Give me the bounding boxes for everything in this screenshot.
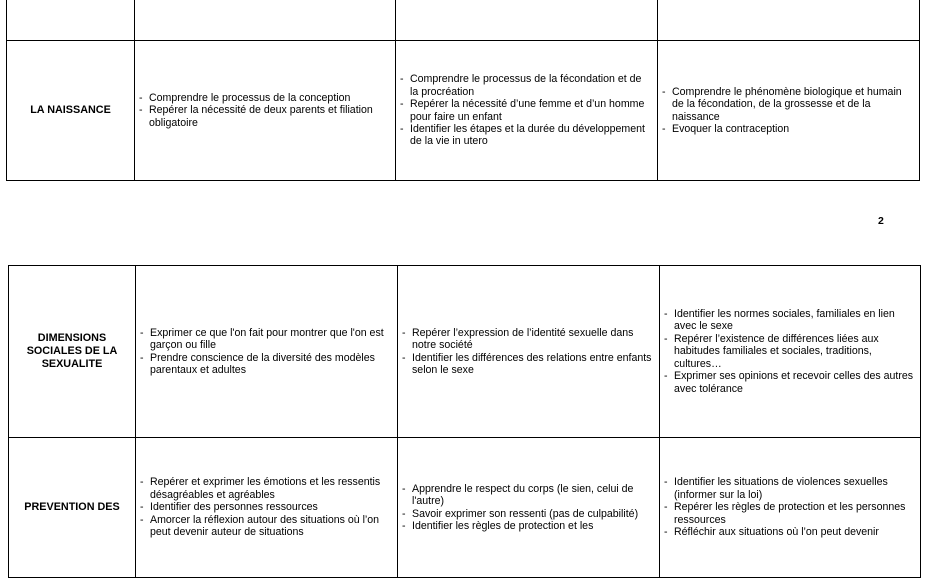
objective-item: - Réfléchir aux situations où l’on peut devenir (664, 526, 914, 538)
objective-list (402, 483, 653, 533)
objective-list (664, 308, 914, 395)
objective-list (664, 476, 914, 538)
objective-item: - Identifier des personnes ressources (140, 501, 391, 513)
cell-cycle-3 (660, 438, 921, 578)
cell-cycle-1 (135, 41, 396, 181)
objective-list (140, 327, 391, 377)
objective-item: - Comprendre le phénomène biologique et humain de la fécondation, de la grossesse et de la naissance (662, 86, 913, 123)
cell-cycle-3 (658, 41, 920, 181)
objective-item: - Exprimer ce que l'on fait pour montrer que l'on est garçon ou fille (140, 327, 391, 352)
objective-item: - Identifier les situations de violences sexuelles (informer sur la loi) (664, 476, 914, 501)
row-label: PREVENTION DES (9, 438, 136, 578)
objective-item: - Apprendre le respect du corps (le sien, celui de l'autre) (402, 483, 653, 508)
objective-item: - Repérer l’existence de différences liées aux habitudes familiales et sociales, traditions, cultures… (664, 333, 914, 370)
cell-cycle-2 (396, 41, 658, 181)
row-label (7, 0, 135, 41)
objective-item: - Evoquer la contraception (662, 123, 913, 135)
objective-list (140, 476, 391, 538)
objective-list (139, 92, 389, 129)
cell-cycle-2 (398, 266, 660, 438)
table-row (7, 0, 920, 41)
objective-list (662, 86, 913, 136)
curriculum-table-bottom (8, 265, 921, 578)
cell-cycle-1 (136, 266, 398, 438)
objective-list (400, 73, 651, 147)
cell-cycle-2 (398, 438, 660, 578)
objective-list (402, 327, 653, 377)
objective-item: - Savoir exprimer son ressenti (pas de culpabilité) (402, 508, 653, 520)
table-row (9, 438, 921, 578)
objective-item: - Identifier les règles de protection et les (402, 520, 653, 532)
page-number: 2 (878, 215, 884, 227)
objective-item: - Repérer l’expression de l’identité sexuelle dans notre société (402, 327, 653, 352)
cell-cycle-1 (135, 0, 396, 41)
objective-item: - Repérer et exprimer les émotions et les ressentis désagréables et agréables (140, 476, 391, 501)
row-label: DIMENSIONS SOCIALES DE LA SEXUALITE (9, 266, 136, 438)
objective-item: - Amorcer la réflexion autour des situations où l’on peut devenir auteur de situations (140, 514, 391, 539)
objective-item: - Comprendre le processus de la fécondation et de la procréation (400, 73, 651, 98)
objective-item: - Exprimer ses opinions et recevoir celles des autres avec tolérance (664, 370, 914, 395)
objective-item: - Repérer la nécessité d’une femme et d’un homme pour faire un enfant (400, 98, 651, 123)
cell-cycle-3 (660, 266, 921, 438)
cell-cycle-3 (658, 0, 920, 41)
objective-item: - Repérer les règles de protection et les personnes ressources (664, 501, 914, 526)
objective-item: - Identifier les étapes et la durée du développement de la vie in utero (400, 123, 651, 148)
cell-cycle-2 (396, 0, 658, 41)
table-row (9, 266, 921, 438)
objective-item: - Identifier les normes sociales, familiales en lien avec le sexe (664, 308, 914, 333)
row-label: LA NAISSANCE (7, 41, 135, 181)
objective-item: - Identifier les différences des relations entre enfants selon le sexe (402, 352, 653, 377)
curriculum-table-top (6, 0, 920, 181)
objective-item: - Prendre conscience de la diversité des modèles parentaux et adultes (140, 352, 391, 377)
objective-item: - Comprendre le processus de la conception (139, 92, 389, 104)
cell-cycle-1 (136, 438, 398, 578)
objective-item: - Repérer la nécessité de deux parents et filiation obligatoire (139, 104, 389, 129)
table-row (7, 41, 920, 181)
